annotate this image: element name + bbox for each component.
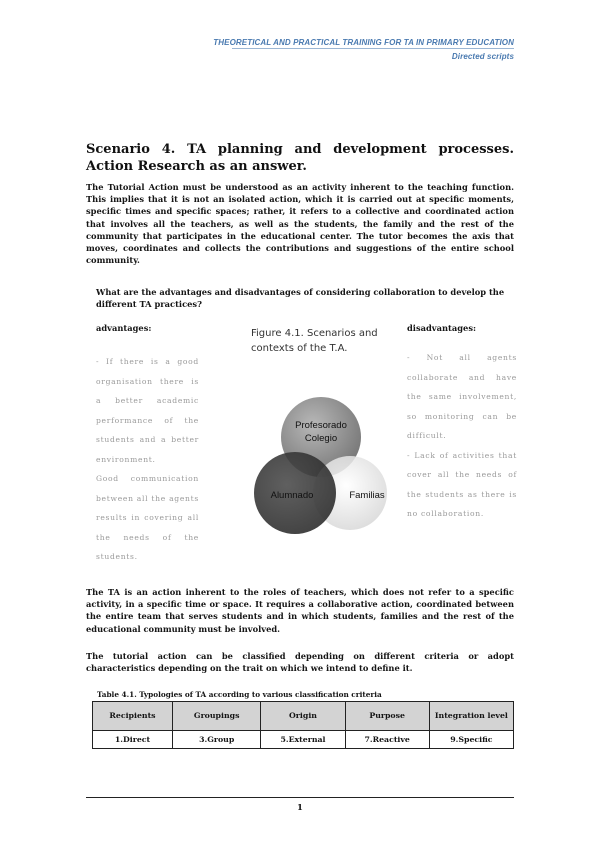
- label-families: Familias: [349, 490, 385, 501]
- disadvantage-item: - Lack of activities that cover all the needs of the students as there is no collaboration.: [407, 450, 517, 518]
- table-cell: 1.Direct: [93, 731, 173, 749]
- table-cell: 7.Reactive: [345, 731, 429, 749]
- table-cell: 9.Specific: [429, 731, 513, 749]
- table-cell: 5.External: [261, 731, 345, 749]
- table-cell: 3.Group: [172, 731, 260, 749]
- advantage-item: Good communication between all the agents results in covering all the needs of the students.: [96, 474, 199, 561]
- typologies-table: [92, 701, 514, 749]
- label-teachers: Profesorado: [295, 420, 347, 431]
- page-number: 1: [297, 803, 303, 813]
- discussion-question: What are the advantages and disadvantages of considering collaboration to develop the different TA practices?: [96, 287, 505, 310]
- advantages-list: [96, 352, 199, 567]
- figure-caption: Figure 4.1. Scenarios and contexts of the T.A.: [251, 328, 378, 354]
- table-header-row: [93, 702, 514, 731]
- label-students: Alumnado: [270, 490, 314, 501]
- advantage-item: - If there is a good organisation there is a better academic performance of the students and a better environment.: [96, 357, 199, 464]
- table-caption: Table 4.1. Typologies of TA according to various classification criteria: [97, 690, 382, 699]
- venn-diagram: [250, 380, 400, 550]
- table-header-cell: Recipients: [93, 702, 173, 731]
- table-header-cell: Integration level: [429, 702, 513, 731]
- disadvantages-heading: disadvantages:: [407, 323, 477, 333]
- intro-paragraph: The Tutorial Action must be understood as an activity inherent to the teaching function. This implies that it is not an isolated action, which it is carried out at specific moments, specific times and specific spaces; rather, it refers to a collective and coordinated action that involves all the teachers, as well as the students, the family and the rest of the community that participates in the educational center. The tutor becomes the axis that moves, coordinates and collects the contributions and suggestions of the entire school community.: [86, 182, 514, 266]
- table-header-cell: Groupings: [172, 702, 260, 731]
- body-paragraph-3: The tutorial action can be classified depending on different criteria or adopt characteristics depending on the trait on which we intend to define it.: [86, 651, 514, 674]
- body-paragraph-2: The TA is an action inherent to the roles of teachers, which does not refer to a specific activity, in a specific time or space. It requires a collaborative action, coordinated between the entire team that serves students and in which students, families and the rest of the educational community must be involved.: [86, 587, 514, 634]
- running-header-title: THEORETICAL AND PRACTICAL TRAINING FOR TA IN PRIMARY EDUCATION: [213, 38, 514, 47]
- table-header-cell: Purpose: [345, 702, 429, 731]
- table-row: [93, 731, 514, 749]
- disadvantages-list: [407, 348, 517, 524]
- label-school: Colegio: [304, 433, 338, 444]
- header-rule: [232, 48, 514, 49]
- footer-rule: [86, 797, 514, 798]
- running-header-subtitle: Directed scripts: [451, 52, 514, 61]
- scenario-title: Scenario 4. TA planning and development processes. Action Research as an answer.: [86, 142, 514, 174]
- advantages-heading: advantages:: [96, 323, 152, 333]
- table-header-cell: Origin: [261, 702, 345, 731]
- disadvantage-item: - Not all agents collaborate and have the same involvement, so monitoring can be difficult.: [407, 353, 517, 440]
